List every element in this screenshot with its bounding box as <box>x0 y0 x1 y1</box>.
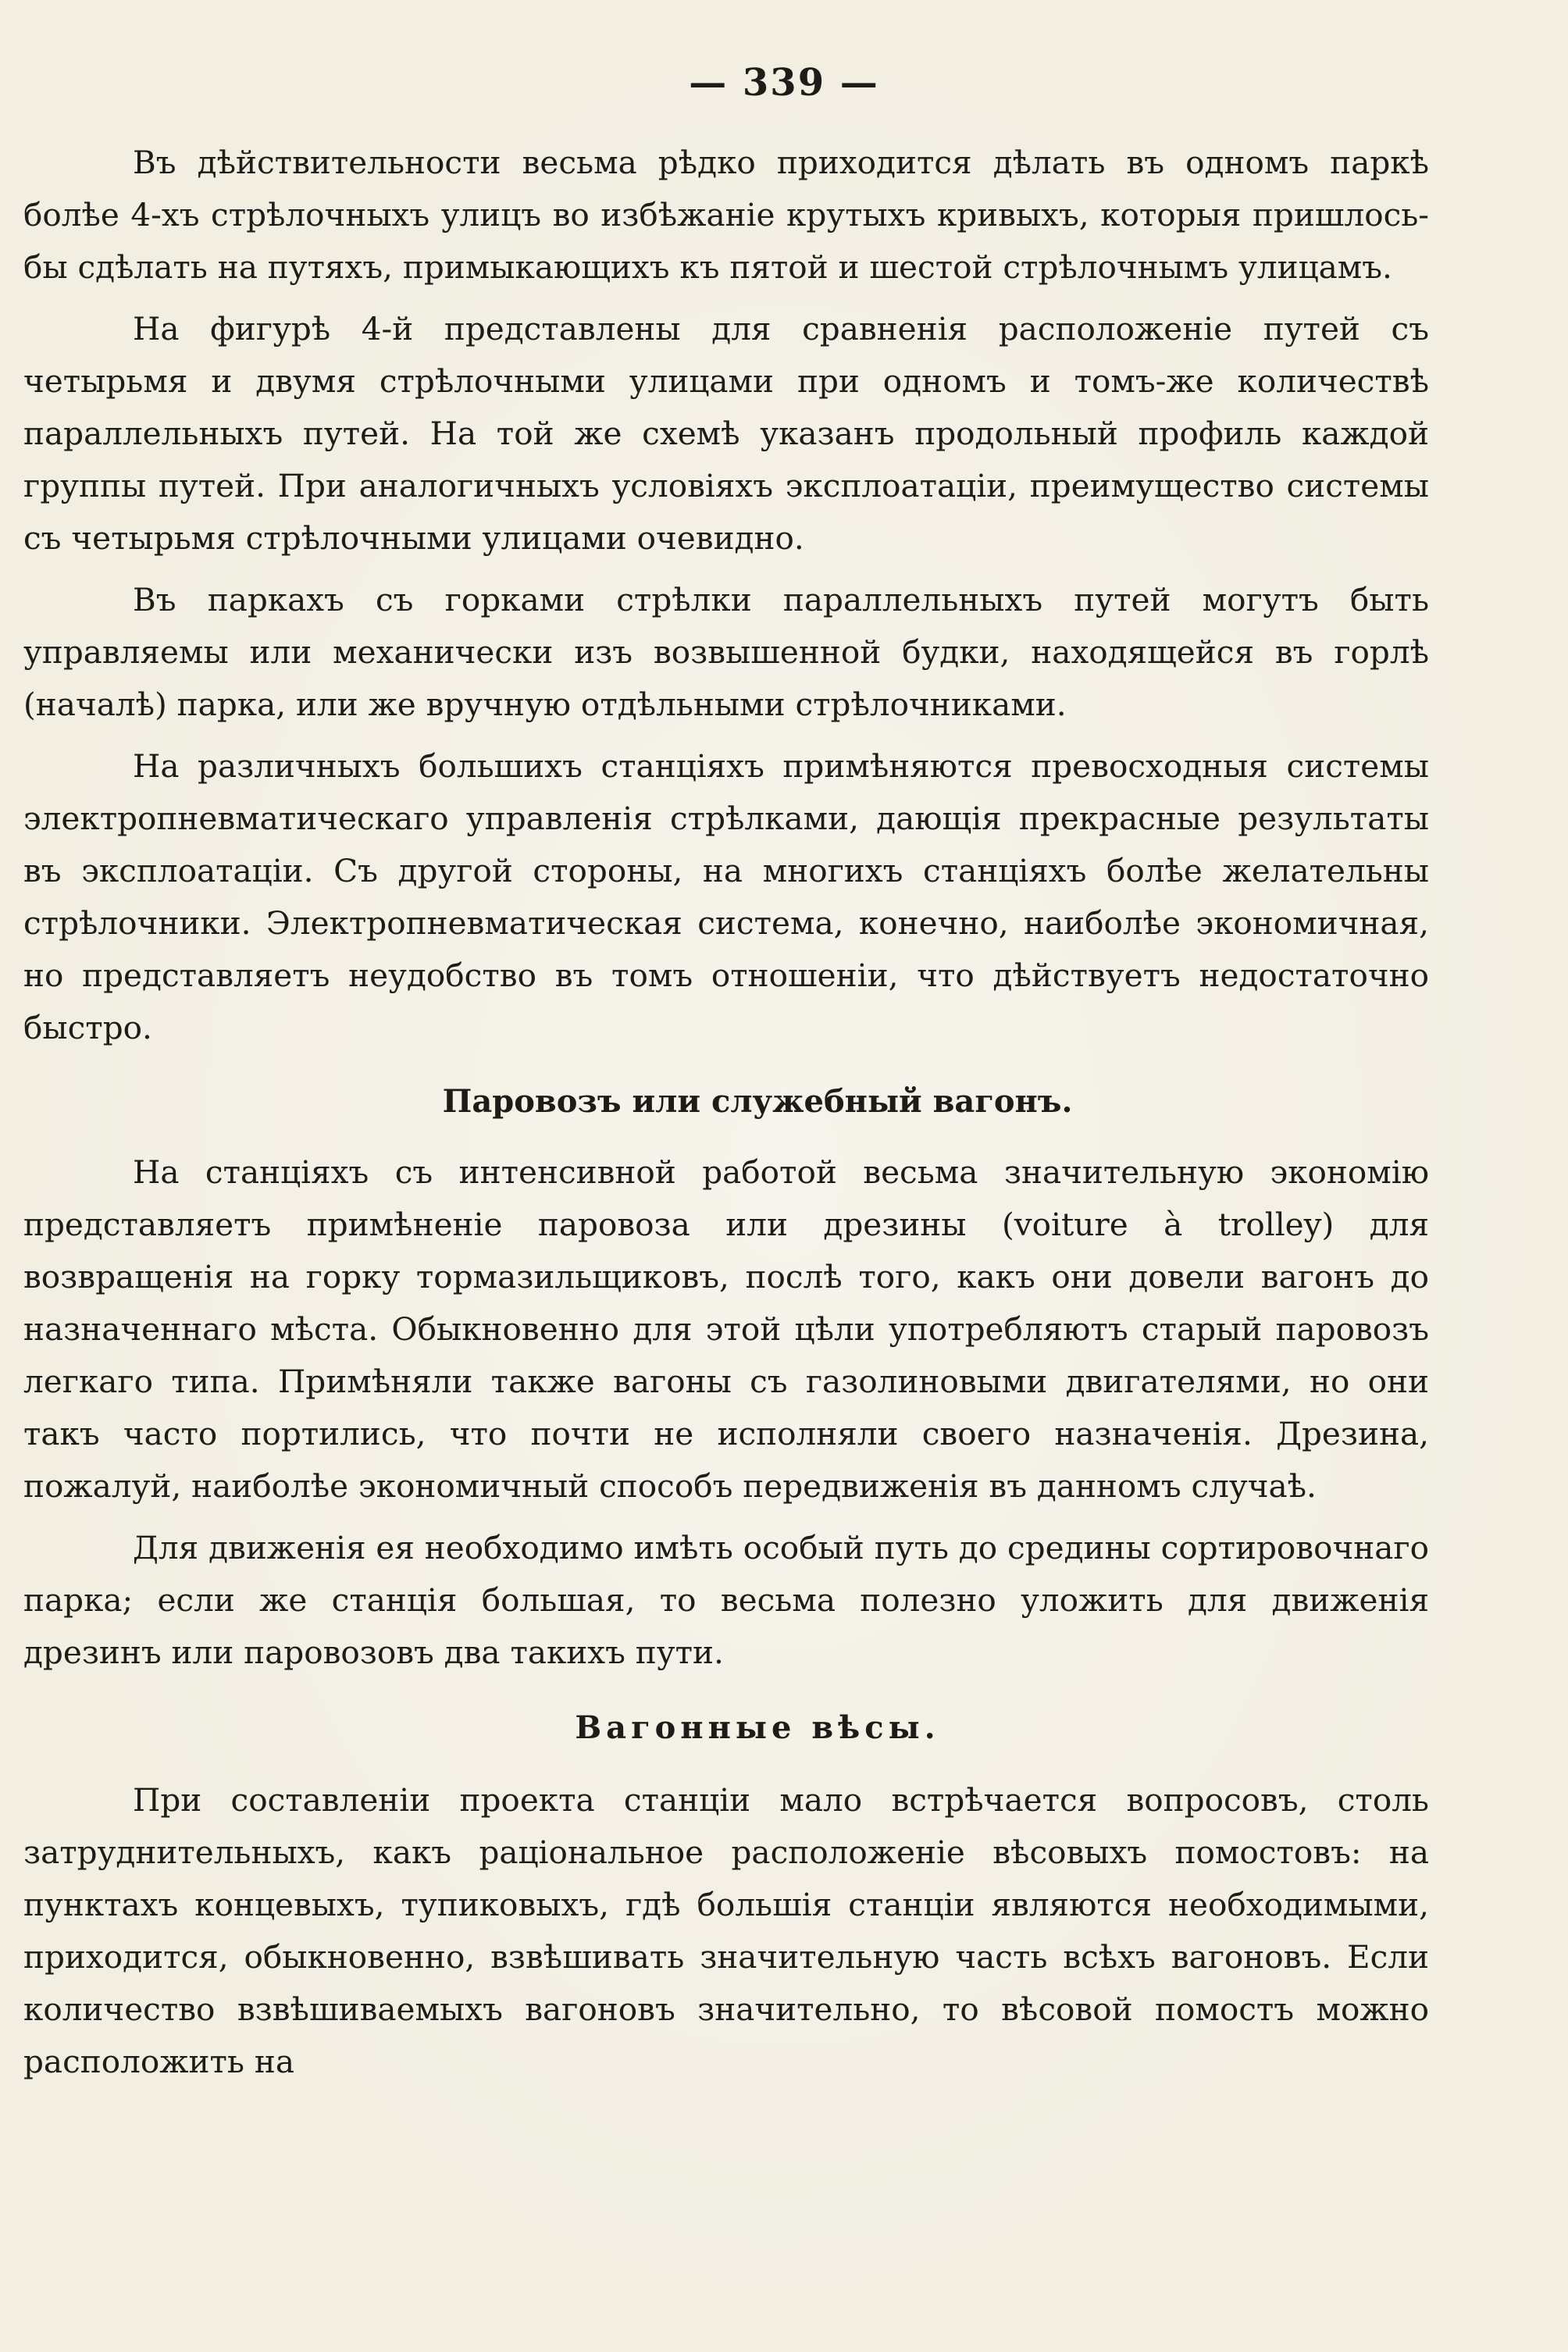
section-heading: Паровозъ или служебный вагонъ. <box>442 1083 1073 1120</box>
paragraph: На различныхъ большихъ станціяхъ примѣняются превосходныя системы электропневматическаго управленія стрѣлками, дающія прекрасные результаты въ эксплоатаціи. Съ другой стороны, на многихъ станціяхъ болѣе желательны стрѣлочники. Электропневматическая система, конечно, наиболѣе экономичная, но представляетъ неудобство въ томъ отношеніи, что дѣйствуетъ недостаточно быстро. <box>23 747 1429 1046</box>
paragraph: Для движенія ея необходимо имѣть особый путь до средины сортировочнаго парка; если же станція большая, то весьма полезно уложить для движенія дрезинъ или паровозовъ два такихъ пути. <box>23 1529 1429 1671</box>
paragraph: Въ дѣйствительности весьма рѣдко приходится дѣлать въ одномъ паркѣ болѣе 4-хъ стрѣлочныхъ улицъ во избѣжаніе крутыхъ кривыхъ, которыя пришлось-бы сдѣлать на путяхъ, примыкающихъ къ пятой и шестой стрѣлочнымъ улицамъ. <box>23 144 1429 286</box>
page-text <box>23 137 1429 2088</box>
page-number: — 339 — <box>689 61 879 105</box>
section-heading: Вагонные вѣсы. <box>575 1709 940 1746</box>
paragraph: Въ паркахъ съ горками стрѣлки параллельныхъ путей могутъ быть управляемы или механически изъ возвышенной будки, находящейся въ горлѣ (началѣ) парка, или же вручную отдѣльными стрѣлочниками. <box>23 581 1429 723</box>
paragraph: На станціяхъ съ интенсивной работой весьма значительную экономію представляетъ примѣненіе паровоза или дрезины (voiture à trolley) для возвращенія на горку тормазильщиковъ, послѣ того, какъ они довели вагонъ до назначеннаго мѣста. Обыкновенно для этой цѣли употребляютъ старый паровозъ легкаго типа. Примѣняли также вагоны съ газолиновыми двигателями, но они такъ часто портились, что почти не исполняли своего назначенія. Дрезина, пожалуй, наиболѣе экономичный способъ передвиженія въ данномъ случаѣ. <box>23 1153 1429 1505</box>
paragraph: При составленіи проекта станціи мало встрѣчается вопросовъ, столь затруднительныхъ, какъ раціональное расположеніе вѣсовыхъ помостовъ: на пунктахъ концевыхъ, тупиковыхъ, гдѣ большія станціи являются необходимыми, приходится, обыкновенно, взвѣшивать значительную часть всѣхъ вагоновъ. Если количество взвѣшиваемыхъ вагоновъ значительно, то вѣсовой помостъ можно расположить на <box>23 1781 1429 2080</box>
paragraph: На фигурѣ 4-й представлены для сравненія расположеніе путей съ четырьмя и двумя стрѣлочными улицами при одномъ и томъ-же количествѣ параллельныхъ путей. На той же схемѣ указанъ продольный профиль каждой группы путей. При аналогичныхъ условіяхъ эксплоатаціи, преимущество системы съ четырьмя стрѣлочными улицами очевидно. <box>23 310 1429 557</box>
